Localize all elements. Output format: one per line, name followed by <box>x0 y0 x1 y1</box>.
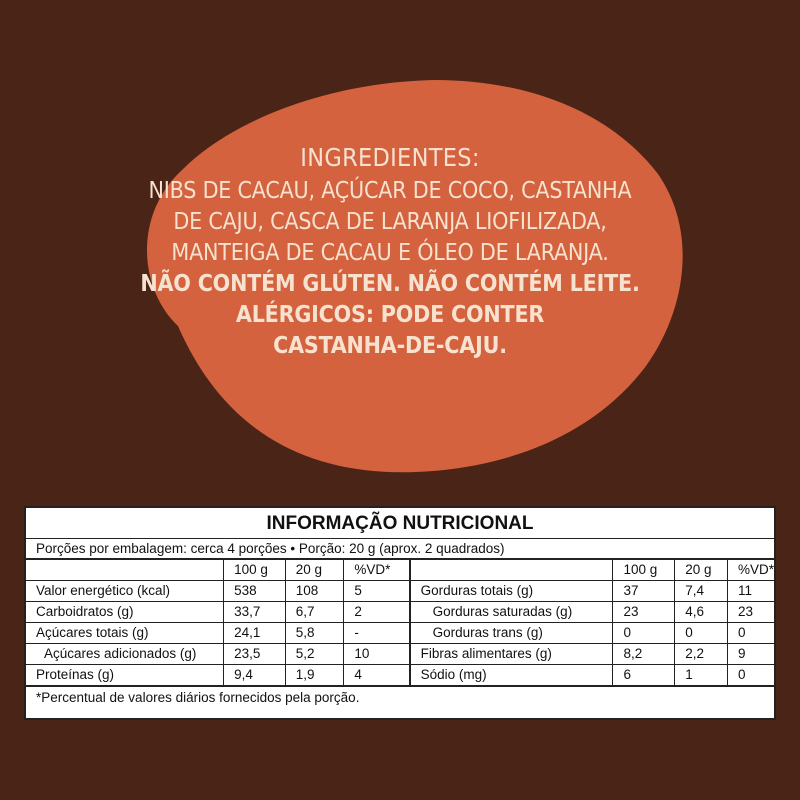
ingredients-line: MANTEIGA DE CACAU E ÓLEO DE LARANJA. <box>171 240 609 266</box>
nutrient-label: Açúcares adicionados (g) <box>26 644 224 665</box>
value-100g: 8,2 <box>613 644 675 665</box>
value-100g: 23 <box>613 602 675 623</box>
nutrient-label: Açúcares totais (g) <box>26 623 224 644</box>
value-20g: 7,4 <box>675 581 728 602</box>
value-20g: 5,2 <box>285 644 344 665</box>
ingredients-line: NIBS DE CACAU, AÇÚCAR DE COCO, CASTANHA <box>148 178 632 204</box>
header-vd: %VD* <box>727 560 774 581</box>
value-100g: 37 <box>613 581 675 602</box>
nutrition-table <box>26 560 774 686</box>
ingredients-title: INGREDIENTES: <box>300 143 480 172</box>
value-vd: 4 <box>344 665 410 686</box>
header-blank <box>410 560 613 581</box>
header-20g: 20 g <box>285 560 344 581</box>
nutrient-label: Carboidratos (g) <box>26 602 224 623</box>
value-vd: - <box>344 623 410 644</box>
nutrient-label: Gorduras totais (g) <box>410 581 613 602</box>
header-vd: %VD* <box>344 560 410 581</box>
allergen-line: ALÉRGICOS: PODE CONTER <box>235 302 545 328</box>
nutrition-panel <box>24 506 776 720</box>
value-20g: 2,2 <box>675 644 728 665</box>
value-vd: 2 <box>344 602 410 623</box>
ingredients-section <box>110 140 670 362</box>
table-row <box>26 665 774 686</box>
header-20g: 20 g <box>675 560 728 581</box>
portion-info: Porções por embalagem: cerca 4 porções • Porção: 20 g (aprox. 2 quadrados) <box>26 539 774 560</box>
nutrient-label: Gorduras saturadas (g) <box>410 602 613 623</box>
value-vd: 0 <box>727 623 774 644</box>
nutrition-title: INFORMAÇÃO NUTRICIONAL <box>26 508 774 539</box>
table-row <box>26 602 774 623</box>
value-100g: 24,1 <box>224 623 286 644</box>
value-20g: 0 <box>675 623 728 644</box>
table-row <box>26 581 774 602</box>
value-vd: 23 <box>727 602 774 623</box>
value-20g: 4,6 <box>675 602 728 623</box>
nutrient-label: Valor energético (kcal) <box>26 581 224 602</box>
table-row <box>26 623 774 644</box>
nutrient-label: Gorduras trans (g) <box>410 623 613 644</box>
value-100g: 0 <box>613 623 675 644</box>
allergen-line: CASTANHA-DE-CAJU. <box>273 333 507 359</box>
value-100g: 6 <box>613 665 675 686</box>
value-100g: 33,7 <box>224 602 286 623</box>
header-blank <box>26 560 224 581</box>
table-header-row <box>26 560 774 581</box>
ingredients-line: DE CAJU, CASCA DE LARANJA LIOFILIZADA, <box>173 209 607 235</box>
value-vd: 9 <box>727 644 774 665</box>
value-vd: 10 <box>344 644 410 665</box>
value-20g: 6,7 <box>285 602 344 623</box>
header-100g: 100 g <box>224 560 286 581</box>
value-100g: 23,5 <box>224 644 286 665</box>
header-100g: 100 g <box>613 560 675 581</box>
value-20g: 108 <box>285 581 344 602</box>
value-100g: 538 <box>224 581 286 602</box>
allergen-line: NÃO CONTÉM GLÚTEN. NÃO CONTÉM LEITE. <box>140 271 640 297</box>
footnote: *Percentual de valores diários fornecidos pela porção. <box>26 686 774 709</box>
nutrient-label: Sódio (mg) <box>410 665 613 686</box>
table-row <box>26 644 774 665</box>
nutrient-label: Fibras alimentares (g) <box>410 644 613 665</box>
value-20g: 1 <box>675 665 728 686</box>
value-20g: 5,8 <box>285 623 344 644</box>
value-vd: 11 <box>727 581 774 602</box>
nutrient-label: Proteínas (g) <box>26 665 224 686</box>
value-vd: 0 <box>727 665 774 686</box>
value-100g: 9,4 <box>224 665 286 686</box>
value-vd: 5 <box>344 581 410 602</box>
value-20g: 1,9 <box>285 665 344 686</box>
